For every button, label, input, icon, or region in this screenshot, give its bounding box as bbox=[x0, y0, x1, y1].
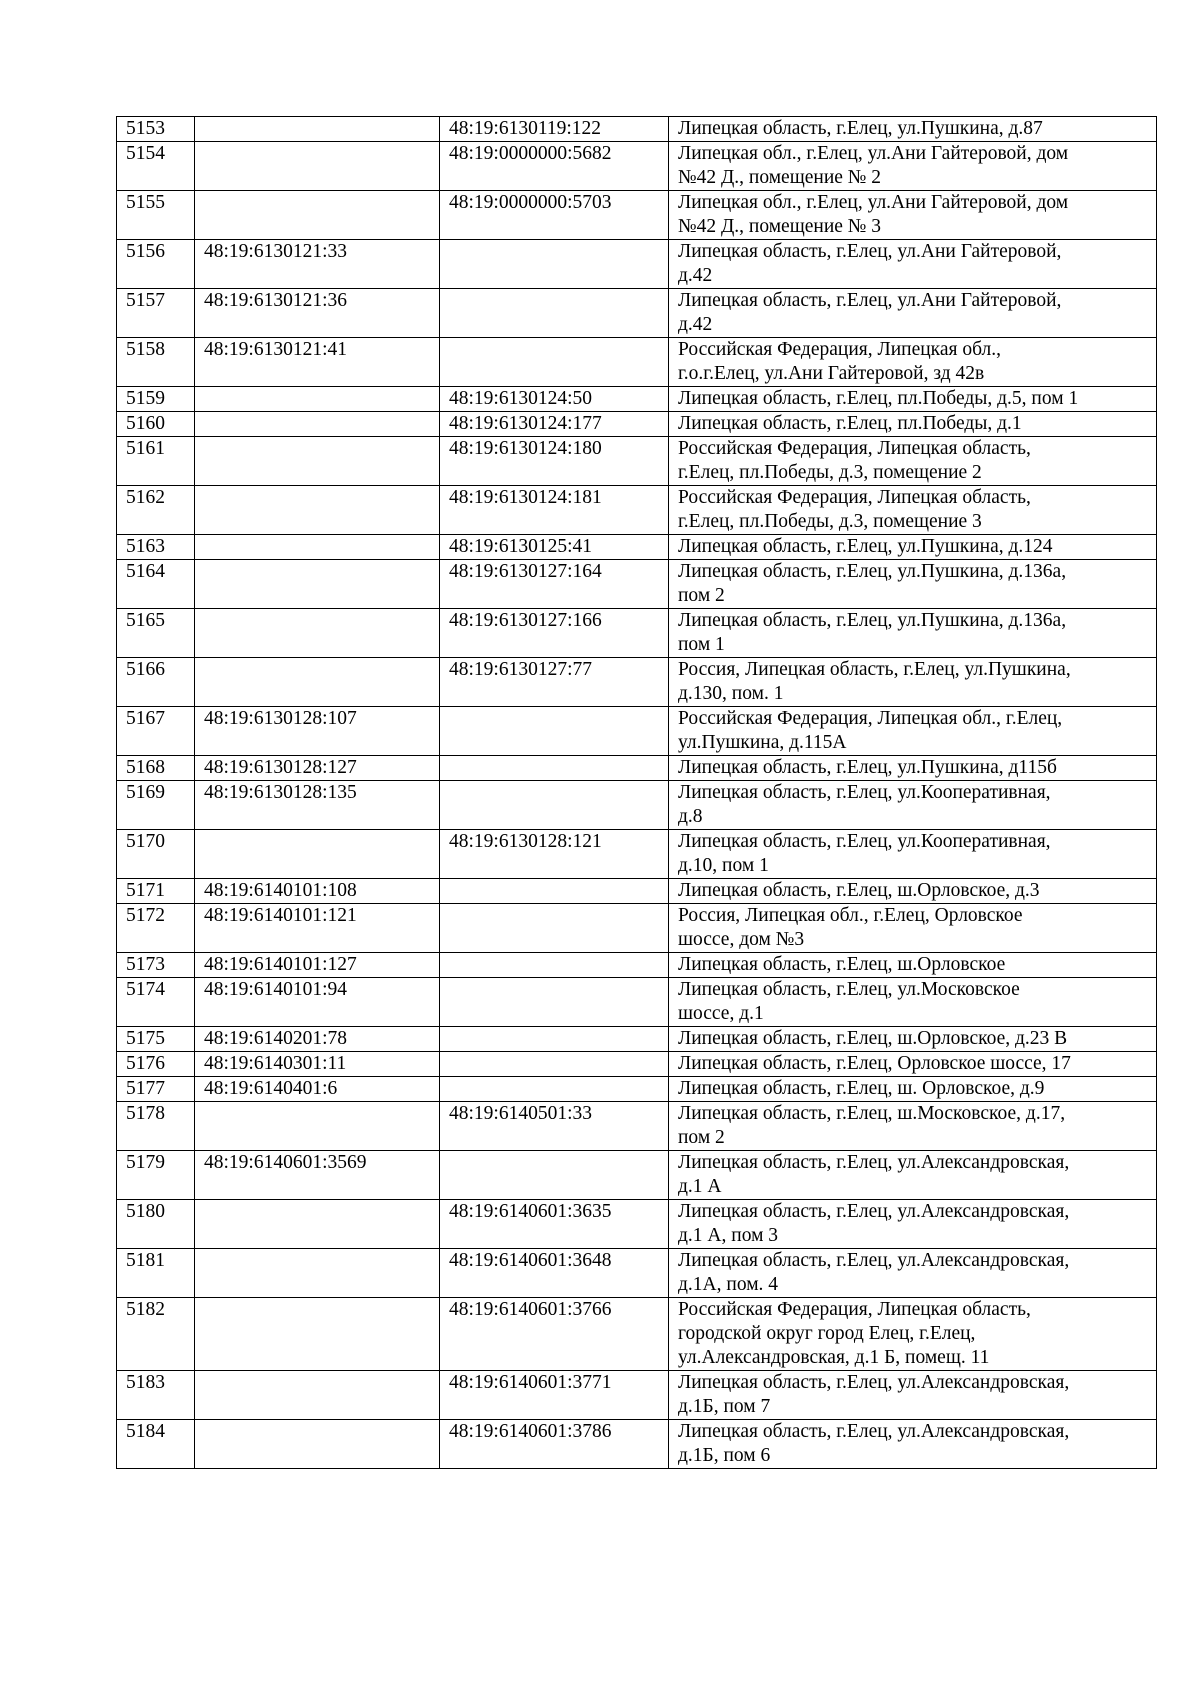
table-row bbox=[117, 1420, 1157, 1469]
table-row bbox=[117, 658, 1157, 707]
row-number-cell: 5169 bbox=[117, 781, 195, 830]
object-cadastral-number-cell: 48:19:6130127:77 bbox=[440, 658, 669, 707]
address-cell: Липецкая область, г.Елец, ул.Пушкина, д.87 bbox=[669, 117, 1157, 142]
land-cadastral-number-cell bbox=[195, 437, 440, 486]
row-number-cell: 5174 bbox=[117, 978, 195, 1027]
object-cadastral-number-cell: 48:19:6140601:3766 bbox=[440, 1298, 669, 1371]
object-cadastral-number-cell: 48:19:6140601:3648 bbox=[440, 1249, 669, 1298]
table-row bbox=[117, 142, 1157, 191]
address-cell: Липецкая область, г.Елец, ш.Орловское, д.3 bbox=[669, 879, 1157, 904]
row-number-cell: 5157 bbox=[117, 289, 195, 338]
land-cadastral-number-cell bbox=[195, 1102, 440, 1151]
table-row bbox=[117, 1371, 1157, 1420]
table-row bbox=[117, 1027, 1157, 1052]
object-cadastral-number-cell bbox=[440, 240, 669, 289]
object-cadastral-number-cell: 48:19:0000000:5703 bbox=[440, 191, 669, 240]
row-number-cell: 5153 bbox=[117, 117, 195, 142]
object-cadastral-number-cell: 48:19:6140601:3786 bbox=[440, 1420, 669, 1469]
row-number-cell: 5165 bbox=[117, 609, 195, 658]
address-cell: Липецкая область, г.Елец, ул.Александровская, д.1А, пом. 4 bbox=[669, 1249, 1157, 1298]
land-cadastral-number-cell: 48:19:6130121:36 bbox=[195, 289, 440, 338]
object-cadastral-number-cell: 48:19:6130124:181 bbox=[440, 486, 669, 535]
object-cadastral-number-cell bbox=[440, 781, 669, 830]
object-cadastral-number-cell bbox=[440, 978, 669, 1027]
address-cell: Липецкая область, г.Елец, ул.Александровская, д.1Б, пом 7 bbox=[669, 1371, 1157, 1420]
row-number-cell: 5164 bbox=[117, 560, 195, 609]
row-number-cell: 5177 bbox=[117, 1077, 195, 1102]
address-cell: Россия, Липецкая область, г.Елец, ул.Пушкина, д.130, пом. 1 bbox=[669, 658, 1157, 707]
address-cell: Липецкая область, г.Елец, ул.Александровская, д.1 А bbox=[669, 1151, 1157, 1200]
row-number-cell: 5176 bbox=[117, 1052, 195, 1077]
table-row bbox=[117, 240, 1157, 289]
address-cell: Липецкая область, г.Елец, ул.Пушкина, д.124 bbox=[669, 535, 1157, 560]
address-cell: Липецкая область, г.Елец, ул.Александровская, д.1Б, пом 6 bbox=[669, 1420, 1157, 1469]
registry-table bbox=[116, 116, 1157, 1469]
land-cadastral-number-cell bbox=[195, 191, 440, 240]
address-cell: Липецкая обл., г.Елец, ул.Ани Гайтеровой, дом №42 Д., помещение № 3 bbox=[669, 191, 1157, 240]
object-cadastral-number-cell: 48:19:6130127:164 bbox=[440, 560, 669, 609]
row-number-cell: 5161 bbox=[117, 437, 195, 486]
table-row bbox=[117, 756, 1157, 781]
land-cadastral-number-cell bbox=[195, 1371, 440, 1420]
row-number-cell: 5168 bbox=[117, 756, 195, 781]
object-cadastral-number-cell bbox=[440, 338, 669, 387]
land-cadastral-number-cell bbox=[195, 412, 440, 437]
address-cell: Липецкая область, г.Елец, ул.Кооперативная, д.8 bbox=[669, 781, 1157, 830]
land-cadastral-number-cell bbox=[195, 830, 440, 879]
land-cadastral-number-cell: 48:19:6140101:121 bbox=[195, 904, 440, 953]
table-row bbox=[117, 437, 1157, 486]
table-row bbox=[117, 953, 1157, 978]
object-cadastral-number-cell: 48:19:6130124:50 bbox=[440, 387, 669, 412]
row-number-cell: 5158 bbox=[117, 338, 195, 387]
table-row bbox=[117, 1298, 1157, 1371]
row-number-cell: 5175 bbox=[117, 1027, 195, 1052]
object-cadastral-number-cell: 48:19:6140601:3771 bbox=[440, 1371, 669, 1420]
table-row bbox=[117, 1200, 1157, 1249]
land-cadastral-number-cell bbox=[195, 1249, 440, 1298]
table-row bbox=[117, 560, 1157, 609]
land-cadastral-number-cell: 48:19:6140601:3569 bbox=[195, 1151, 440, 1200]
object-cadastral-number-cell: 48:19:6130119:122 bbox=[440, 117, 669, 142]
row-number-cell: 5156 bbox=[117, 240, 195, 289]
object-cadastral-number-cell: 48:19:6140601:3635 bbox=[440, 1200, 669, 1249]
row-number-cell: 5183 bbox=[117, 1371, 195, 1420]
address-cell: Липецкая область, г.Елец, ул.Кооперативная, д.10, пом 1 bbox=[669, 830, 1157, 879]
row-number-cell: 5155 bbox=[117, 191, 195, 240]
address-cell: Липецкая область, г.Елец, ул.Московское шоссе, д.1 bbox=[669, 978, 1157, 1027]
object-cadastral-number-cell bbox=[440, 953, 669, 978]
table-row bbox=[117, 191, 1157, 240]
address-cell: Российская Федерация, Липецкая обл., г.Елец, ул.Пушкина, д.115А bbox=[669, 707, 1157, 756]
address-cell: Российская Федерация, Липецкая обл., г.о.г.Елец, ул.Ани Гайтеровой, зд 42в bbox=[669, 338, 1157, 387]
address-cell: Российская Федерация, Липецкая область, г.Елец, пл.Победы, д.3, помещение 3 bbox=[669, 486, 1157, 535]
land-cadastral-number-cell bbox=[195, 486, 440, 535]
table-row bbox=[117, 1052, 1157, 1077]
address-cell: Липецкая область, г.Елец, пл.Победы, д.1 bbox=[669, 412, 1157, 437]
object-cadastral-number-cell: 48:19:6130127:166 bbox=[440, 609, 669, 658]
land-cadastral-number-cell: 48:19:6130121:33 bbox=[195, 240, 440, 289]
table-row bbox=[117, 781, 1157, 830]
address-cell: Липецкая область, г.Елец, пл.Победы, д.5, пом 1 bbox=[669, 387, 1157, 412]
row-number-cell: 5162 bbox=[117, 486, 195, 535]
address-cell: Российская Федерация, Липецкая область, г.Елец, пл.Победы, д.3, помещение 2 bbox=[669, 437, 1157, 486]
address-cell: Липецкая область, г.Елец, ш. Орловское, д.9 bbox=[669, 1077, 1157, 1102]
row-number-cell: 5178 bbox=[117, 1102, 195, 1151]
land-cadastral-number-cell bbox=[195, 387, 440, 412]
row-number-cell: 5179 bbox=[117, 1151, 195, 1200]
document-page bbox=[116, 116, 1156, 1469]
object-cadastral-number-cell: 48:19:6130128:121 bbox=[440, 830, 669, 879]
land-cadastral-number-cell bbox=[195, 560, 440, 609]
table-row bbox=[117, 338, 1157, 387]
land-cadastral-number-cell: 48:19:6140101:108 bbox=[195, 879, 440, 904]
row-number-cell: 5181 bbox=[117, 1249, 195, 1298]
land-cadastral-number-cell: 48:19:6130128:127 bbox=[195, 756, 440, 781]
address-cell: Липецкая область, г.Елец, ул.Ани Гайтеровой, д.42 bbox=[669, 289, 1157, 338]
address-cell: Липецкая область, г.Елец, ш.Московское, д.17, пом 2 bbox=[669, 1102, 1157, 1151]
row-number-cell: 5171 bbox=[117, 879, 195, 904]
row-number-cell: 5182 bbox=[117, 1298, 195, 1371]
address-cell: Липецкая область, г.Елец, ш.Орловское bbox=[669, 953, 1157, 978]
table-row bbox=[117, 1151, 1157, 1200]
row-number-cell: 5180 bbox=[117, 1200, 195, 1249]
land-cadastral-number-cell bbox=[195, 535, 440, 560]
address-cell: Липецкая область, г.Елец, ул.Александровская, д.1 А, пом 3 bbox=[669, 1200, 1157, 1249]
registry-table-body bbox=[117, 117, 1157, 1469]
table-row bbox=[117, 1077, 1157, 1102]
object-cadastral-number-cell: 48:19:6140501:33 bbox=[440, 1102, 669, 1151]
land-cadastral-number-cell: 48:19:6130128:135 bbox=[195, 781, 440, 830]
land-cadastral-number-cell: 48:19:6140101:94 bbox=[195, 978, 440, 1027]
object-cadastral-number-cell bbox=[440, 289, 669, 338]
land-cadastral-number-cell: 48:19:6140401:6 bbox=[195, 1077, 440, 1102]
table-row bbox=[117, 289, 1157, 338]
land-cadastral-number-cell bbox=[195, 1420, 440, 1469]
table-row bbox=[117, 412, 1157, 437]
row-number-cell: 5167 bbox=[117, 707, 195, 756]
row-number-cell: 5170 bbox=[117, 830, 195, 879]
land-cadastral-number-cell: 48:19:6140201:78 bbox=[195, 1027, 440, 1052]
table-row bbox=[117, 486, 1157, 535]
table-row bbox=[117, 387, 1157, 412]
table-row bbox=[117, 117, 1157, 142]
address-cell: Российская Федерация, Липецкая область, городской округ город Елец, г.Елец, ул.Александровская, д.1 Б, помещ. 11 bbox=[669, 1298, 1157, 1371]
table-row bbox=[117, 609, 1157, 658]
object-cadastral-number-cell bbox=[440, 904, 669, 953]
table-row bbox=[117, 535, 1157, 560]
object-cadastral-number-cell bbox=[440, 1077, 669, 1102]
land-cadastral-number-cell: 48:19:6140301:11 bbox=[195, 1052, 440, 1077]
land-cadastral-number-cell bbox=[195, 142, 440, 191]
table-row bbox=[117, 707, 1157, 756]
land-cadastral-number-cell bbox=[195, 1298, 440, 1371]
address-cell: Липецкая область, г.Елец, ул.Ани Гайтеровой, д.42 bbox=[669, 240, 1157, 289]
table-row bbox=[117, 1102, 1157, 1151]
object-cadastral-number-cell bbox=[440, 756, 669, 781]
address-cell: Липецкая область, г.Елец, ул.Пушкина, д115б bbox=[669, 756, 1157, 781]
object-cadastral-number-cell bbox=[440, 1027, 669, 1052]
row-number-cell: 5184 bbox=[117, 1420, 195, 1469]
object-cadastral-number-cell bbox=[440, 707, 669, 756]
object-cadastral-number-cell: 48:19:6130125:41 bbox=[440, 535, 669, 560]
land-cadastral-number-cell: 48:19:6130121:41 bbox=[195, 338, 440, 387]
address-cell: Липецкая обл., г.Елец, ул.Ани Гайтеровой, дом №42 Д., помещение № 2 bbox=[669, 142, 1157, 191]
object-cadastral-number-cell: 48:19:6130124:180 bbox=[440, 437, 669, 486]
land-cadastral-number-cell bbox=[195, 609, 440, 658]
table-row bbox=[117, 830, 1157, 879]
row-number-cell: 5160 bbox=[117, 412, 195, 437]
object-cadastral-number-cell bbox=[440, 1151, 669, 1200]
address-cell: Липецкая область, г.Елец, ул.Пушкина, д.136а, пом 2 bbox=[669, 560, 1157, 609]
object-cadastral-number-cell bbox=[440, 879, 669, 904]
row-number-cell: 5173 bbox=[117, 953, 195, 978]
table-row bbox=[117, 879, 1157, 904]
land-cadastral-number-cell bbox=[195, 117, 440, 142]
address-cell: Россия, Липецкая обл., г.Елец, Орловское шоссе, дом №3 bbox=[669, 904, 1157, 953]
object-cadastral-number-cell: 48:19:0000000:5682 bbox=[440, 142, 669, 191]
object-cadastral-number-cell bbox=[440, 1052, 669, 1077]
row-number-cell: 5166 bbox=[117, 658, 195, 707]
address-cell: Липецкая область, г.Елец, ул.Пушкина, д.136а, пом 1 bbox=[669, 609, 1157, 658]
land-cadastral-number-cell bbox=[195, 1200, 440, 1249]
table-row bbox=[117, 978, 1157, 1027]
row-number-cell: 5159 bbox=[117, 387, 195, 412]
row-number-cell: 5154 bbox=[117, 142, 195, 191]
table-row bbox=[117, 1249, 1157, 1298]
address-cell: Липецкая область, г.Елец, ш.Орловское, д.23 В bbox=[669, 1027, 1157, 1052]
land-cadastral-number-cell: 48:19:6140101:127 bbox=[195, 953, 440, 978]
row-number-cell: 5172 bbox=[117, 904, 195, 953]
object-cadastral-number-cell: 48:19:6130124:177 bbox=[440, 412, 669, 437]
land-cadastral-number-cell: 48:19:6130128:107 bbox=[195, 707, 440, 756]
table-row bbox=[117, 904, 1157, 953]
land-cadastral-number-cell bbox=[195, 658, 440, 707]
address-cell: Липецкая область, г.Елец, Орловское шоссе, 17 bbox=[669, 1052, 1157, 1077]
row-number-cell: 5163 bbox=[117, 535, 195, 560]
